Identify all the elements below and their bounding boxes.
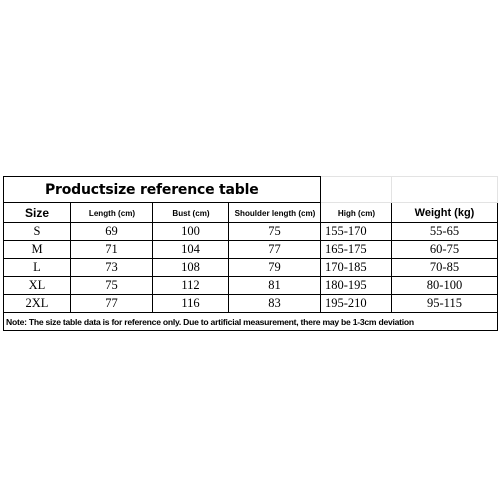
header-row bbox=[4, 203, 498, 223]
cell-length: 75 bbox=[71, 277, 153, 295]
table-title: Productsize reference table bbox=[4, 177, 321, 203]
cell-weight: 60-75 bbox=[392, 241, 498, 259]
header-length: Length (cm) bbox=[73, 203, 151, 223]
cell-shoulder: 81 bbox=[229, 277, 321, 295]
cell-shoulder: 83 bbox=[229, 295, 321, 313]
cell-bust: 108 bbox=[153, 259, 229, 277]
cell-bust: 116 bbox=[153, 295, 229, 313]
cell-bust: 100 bbox=[153, 223, 229, 241]
table-row bbox=[4, 241, 498, 259]
header-weight: Weight (kg) bbox=[392, 203, 498, 223]
cell-length: 73 bbox=[71, 259, 153, 277]
cell-size: M bbox=[4, 241, 71, 259]
cell-length: 71 bbox=[71, 241, 153, 259]
header-bust: Bust (cm) bbox=[154, 203, 226, 223]
header-size: Size bbox=[4, 203, 71, 223]
header-shoulder-length: Shoulder length (cm) bbox=[231, 203, 318, 223]
blank-cell bbox=[392, 177, 498, 203]
cell-length: 69 bbox=[71, 223, 153, 241]
cell-high: 165-175 bbox=[321, 241, 392, 259]
cell-high: 195-210 bbox=[321, 295, 392, 313]
cell-weight: 55-65 bbox=[392, 223, 498, 241]
size-chart bbox=[3, 176, 497, 331]
table-row bbox=[4, 259, 498, 277]
cell-high: 170-185 bbox=[321, 259, 392, 277]
cell-shoulder: 77 bbox=[229, 241, 321, 259]
cell-bust: 112 bbox=[153, 277, 229, 295]
cell-size: S bbox=[4, 223, 71, 241]
cell-weight: 95-115 bbox=[392, 295, 498, 313]
cell-weight: 70-85 bbox=[392, 259, 498, 277]
cell-weight: 80-100 bbox=[392, 277, 498, 295]
table-row bbox=[4, 295, 498, 313]
cell-shoulder: 79 bbox=[229, 259, 321, 277]
cell-size: XL bbox=[4, 277, 71, 295]
title-row bbox=[4, 177, 498, 203]
table-row bbox=[4, 277, 498, 295]
table-row bbox=[4, 223, 498, 241]
cell-high: 155-170 bbox=[321, 223, 392, 241]
cell-bust: 104 bbox=[153, 241, 229, 259]
cell-length: 77 bbox=[71, 295, 153, 313]
cell-high: 180-195 bbox=[321, 277, 392, 295]
header-high: High (cm) bbox=[322, 203, 389, 223]
blank-cell bbox=[321, 177, 392, 203]
note-row bbox=[4, 313, 498, 331]
table-note: Note: The size table data is for reference only. Due to artificial measurement, there may be 1-3cm deviation bbox=[4, 313, 498, 331]
cell-size: 2XL bbox=[4, 295, 71, 313]
size-table bbox=[3, 176, 498, 331]
cell-size: L bbox=[4, 259, 71, 277]
cell-shoulder: 75 bbox=[229, 223, 321, 241]
